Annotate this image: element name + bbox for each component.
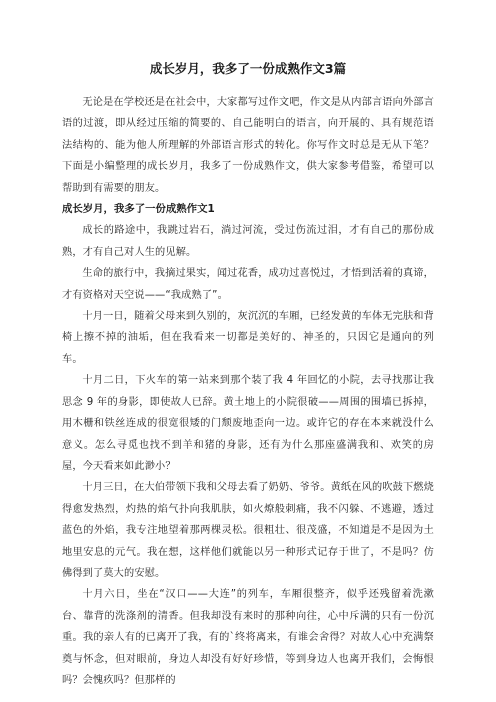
body-paragraph-4: 十月二日，下火车的第一站来到那个装了我 4 年回忆的小院，去寻找那让我思念 9 年的身影，即使故人已辞。黄土地上的小院很破——周围的围墙已拆掉，用木栅和铁丝连成的很宽很矮的门颓废地歪向一边。或许它的存在本来就没什么意义。怎么寻觅也找不到羊和猪的身影，还有为什么那座盛满我和、欢笑的房屋，今天看来如此渺小？	[62, 375, 434, 472]
body-paragraph-5: 十月三日，在大伯带领下我和父母去看了奶奶、爷爷。黄纸在风的吹鼓下燃烧得愈发热烈，灼热的焰气扑向我肌肤，如火燎般刺痛，我不闪躲、不逃避，透过蓝色的外焰，我专注地望着那两棵灵松。很粗壮、很茂盛，不知道是不是因为土地里安息的元气。我在想，这样他们就能以另一种形式记存于世了，不是吗？仿佛得到了莫大的安慰。	[62, 482, 434, 579]
section-heading: 成长岁月，我多了一份成熟作文1	[62, 203, 215, 216]
body-paragraph-3: 十月一日，随着父母来到久别的，灰沉沉的车厢，已经发黄的车体无完肤和背椅上擦不掉的油垢，但在我看来一切都是美好的、神圣的，只因它是通向的列车。	[62, 311, 434, 365]
intro-paragraph: 无论是在学校还是在社会中，大家都写过作文吧，作文是从内部言语向外部言语的过渡，即从经过压缩的简要的、自己能明白的语言，向开展的、具有规范语法结构的、能为他人所理解的外部语言形式的转化。你写作文时总是无从下笔？下面是小编整理的成长岁月，我多了一份成熟作文，供大家参考借鉴，希望可以帮助到有需要的朋友。	[62, 97, 434, 194]
document-title: 成长岁月，我多了一份成熟作文3篇	[149, 61, 347, 76]
body-paragraph-6: 十月六日，坐在“汉口——大连”的列车，车厢很整齐，似乎还残留着洗漱台、靠背的洗涤剂的清香。但我却没有来时的那种向往，心中斥满的只有一份沉重。我的亲人有的已离开了我，有的`终将离来，有谁会舍得？对故人心中充满祭奠与怀念，但对眼前，身边人却没有好好珍惜，等到身边人也离开我们，会悔恨吗？会愧疚吗？但那样的	[62, 589, 434, 686]
body-paragraph-1: 成长的路途中，我跳过岩石，淌过河流，受过伤流过泪，才有自己的那份成熟，才有自己对人生的见解。	[62, 225, 434, 258]
body-paragraph-2: 生命的旅行中，我摘过果实，闻过花香，成功过喜悦过，才悟到活着的真谛，才有资格对天空说——“我成熟了”。	[62, 268, 434, 301]
document-page	[62, 60, 434, 691]
